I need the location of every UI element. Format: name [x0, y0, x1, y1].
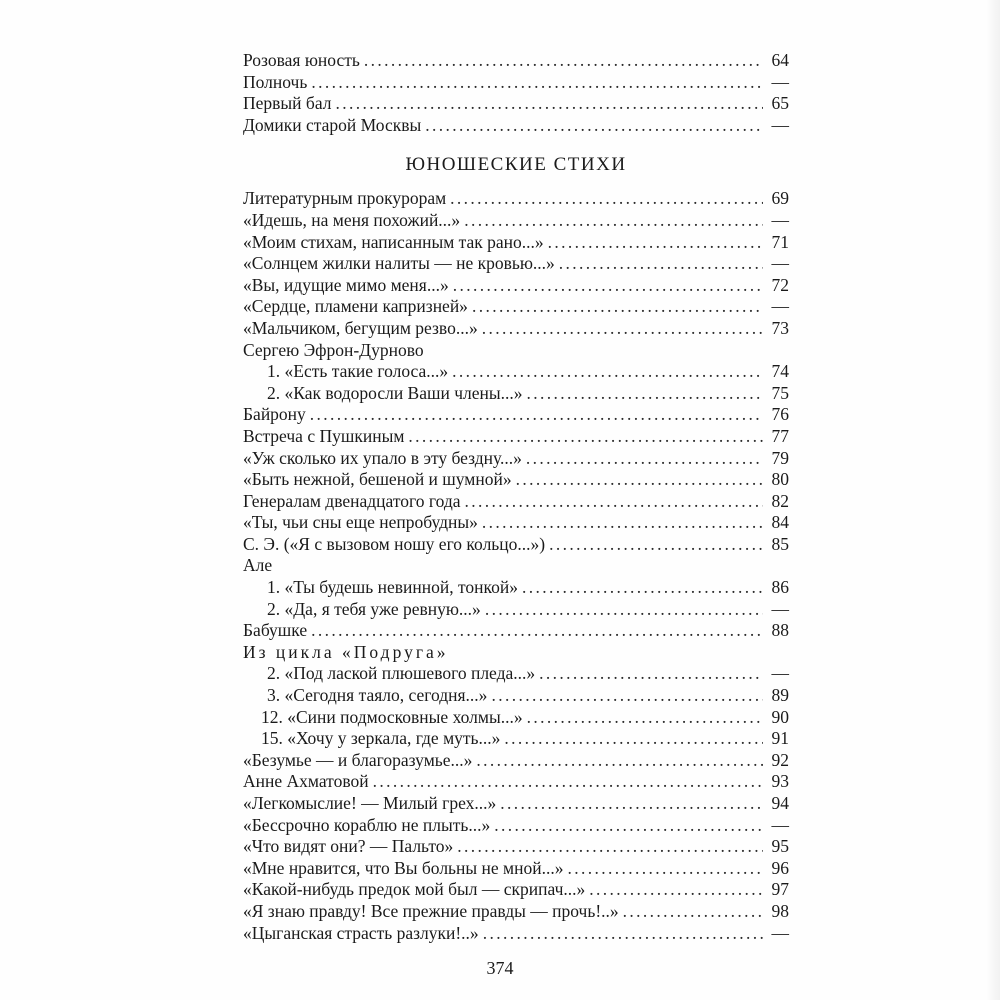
toc-entry-page: 90	[771, 706, 789, 727]
toc-entry-title: 1. «Ты будешь невинной, тонкой»	[267, 577, 518, 598]
toc-entry-page: —	[771, 253, 789, 274]
dot-leader	[482, 512, 763, 534]
toc-entry	[243, 707, 789, 729]
toc-entry	[243, 318, 789, 340]
toc-entry	[243, 469, 789, 491]
dot-leader	[527, 707, 763, 729]
toc-entry	[243, 340, 789, 362]
toc-entry	[243, 115, 789, 137]
dot-leader	[311, 620, 763, 642]
toc-entry	[243, 642, 789, 664]
toc-entry	[243, 512, 789, 534]
toc-entry-page: 64	[771, 50, 789, 70]
dot-leader	[476, 750, 763, 772]
toc-entry	[243, 188, 789, 210]
toc-entry	[243, 448, 789, 470]
dot-leader	[589, 879, 763, 901]
toc-entry-title: «Цыганская страсть разлуки!..»	[243, 922, 479, 943]
toc-entry-title: 3. «Сегодня таяло, сегодня...»	[267, 685, 488, 706]
toc-entry-title: «Легкомыслие! — Милый грех...»	[243, 793, 497, 813]
toc-entry-title: 12. «Сини подмосковные холмы...»	[261, 706, 523, 727]
toc-entry	[243, 404, 789, 426]
page-edge-shadow	[986, 0, 1000, 1000]
toc-entry-page: 76	[771, 404, 789, 425]
toc-entry-page: —	[771, 663, 789, 684]
dot-leader	[482, 318, 763, 340]
toc-entry-page: 74	[771, 361, 789, 382]
toc-entry	[243, 361, 789, 383]
toc-entry-title: 2. «Как водоросли Ваши члены...»	[267, 382, 523, 403]
toc-entry-page: 92	[771, 749, 789, 770]
toc-entry-title: Бабушке	[243, 620, 308, 641]
dot-leader	[485, 599, 763, 621]
toc-entry	[243, 491, 789, 513]
toc-entry-page: 91	[771, 728, 789, 749]
dot-leader	[504, 728, 763, 750]
dot-leader	[450, 188, 763, 210]
toc-entry	[243, 793, 789, 815]
toc-entry-page: —	[771, 209, 789, 230]
toc-entry-title: «Безумье — и благоразумье...»	[243, 749, 473, 770]
dot-leader	[465, 491, 763, 513]
toc-entry-title: Розовая юность	[243, 50, 360, 70]
toc-entry-title: С. Э. («Я с вызовом ношу его кольцо...»)	[243, 533, 546, 554]
dot-leader	[491, 685, 763, 707]
toc-entry-page: 86	[771, 577, 789, 598]
toc-entry-page: —	[771, 114, 789, 135]
toc-entry-title: 1. «Есть такие голоса...»	[267, 361, 449, 382]
toc-entry-page: 93	[771, 771, 789, 792]
toc-entry	[243, 253, 789, 275]
toc-entry-page: 73	[771, 317, 789, 338]
toc-entry	[243, 50, 789, 72]
toc-entry-page: 95	[771, 836, 789, 857]
toc-entry-title: «Какой-нибудь предок мой был — скрипач...»	[243, 879, 586, 900]
toc-entry-title: Домики старой Москвы	[243, 114, 422, 135]
dot-leader	[452, 361, 763, 383]
dot-leader	[548, 232, 763, 254]
toc-entry-page: 85	[771, 533, 789, 554]
toc-entry	[243, 72, 789, 94]
toc-entry-title: 15. «Хочу у зеркала, где муть...»	[261, 728, 501, 749]
toc-entry-page: 97	[771, 879, 789, 900]
dot-leader	[311, 72, 763, 94]
toc-entry	[243, 836, 789, 858]
toc-entry	[243, 879, 789, 901]
dot-leader	[539, 663, 763, 685]
toc-entry	[243, 534, 789, 556]
toc-entry-title: «Моим стихам, написанным так рано...»	[243, 231, 544, 252]
toc-entry-page: 88	[771, 620, 789, 641]
toc-entry	[243, 858, 789, 880]
dot-leader	[408, 426, 763, 448]
toc-entry-page: 89	[771, 685, 789, 706]
toc-entry-page: 69	[771, 188, 789, 209]
dot-leader	[500, 793, 763, 815]
toc-entry-title: Из цикла «Подруга»	[243, 641, 449, 662]
toc-entry-page: —	[771, 922, 789, 943]
toc-entry	[243, 296, 789, 318]
toc-entry-title: «Вы, идущие мимо меня...»	[243, 274, 449, 295]
toc-entry-title: Литературным прокурорам	[243, 188, 447, 209]
toc-entry	[243, 771, 789, 793]
toc-entry-page: —	[771, 296, 789, 317]
toc-entry-page: 71	[771, 231, 789, 252]
page-number: 374	[486, 958, 514, 978]
toc-entry-title: «Что видят они? — Пальто»	[243, 836, 454, 857]
toc-entry-title: «Я знаю правду! Все прежние правды — прочь!..»	[243, 900, 619, 921]
toc-entry-title: «Мне нравится, что Вы больны не мной...»	[243, 857, 564, 878]
toc-entry-title: «Бессрочно кораблю не плыть...»	[243, 814, 491, 835]
toc-entry	[243, 383, 789, 405]
toc-entry-title: «Мальчиком, бегущим резво...»	[243, 317, 478, 338]
toc-entry-page: 65	[771, 93, 789, 114]
toc-entry	[243, 620, 789, 642]
toc-entry-title: Встреча с Пушкиным	[243, 425, 405, 446]
toc-entry	[243, 923, 789, 945]
toc-entry	[243, 728, 789, 750]
toc-entry	[243, 750, 789, 772]
toc-entry	[243, 555, 789, 577]
dot-leader	[453, 275, 763, 297]
toc-entry	[243, 426, 789, 448]
toc-entry-title: «Быть нежной, бешеной и шумной»	[243, 469, 512, 490]
dot-leader	[527, 383, 763, 405]
dot-leader	[364, 50, 763, 72]
toc-entry-page: —	[771, 71, 789, 92]
dot-leader	[483, 923, 763, 945]
table-of-contents	[243, 50, 789, 944]
toc-entry	[243, 685, 789, 707]
toc-entry-page: 98	[771, 900, 789, 921]
dot-leader	[425, 115, 763, 137]
toc-entry-title: Первый бал	[243, 93, 332, 114]
toc-entry-title: «Сердце, пламени капризней»	[243, 296, 468, 317]
toc-entry-page: 72	[771, 274, 789, 295]
toc-entry-page: 80	[771, 469, 789, 490]
dot-leader	[559, 253, 763, 275]
dot-leader	[494, 815, 763, 837]
toc-entry-page: —	[771, 598, 789, 619]
dot-leader	[549, 534, 763, 556]
toc-top-list	[243, 50, 789, 136]
toc-entry-title: «Ты, чьи сны еще непробудны»	[243, 512, 478, 533]
toc-entry-page: —	[771, 814, 789, 835]
toc-entry-page: 79	[771, 447, 789, 468]
toc-entry	[243, 93, 789, 115]
toc-entry-title: «Уж сколько их упало в эту бездну...»	[243, 447, 522, 468]
toc-entry	[243, 901, 789, 923]
dot-leader	[516, 469, 763, 491]
toc-entry-title: Полночь	[243, 71, 308, 92]
dot-leader	[310, 404, 763, 426]
toc-entry-title: «Солнцем жилки налиты — не кровью...»	[243, 253, 555, 274]
toc-entry-page: 94	[771, 793, 789, 813]
section-heading: ЮНОШЕСКИЕ СТИХИ	[405, 154, 627, 176]
dot-leader	[457, 836, 763, 858]
toc-entry-title: «Идешь, на меня похожий...»	[243, 209, 461, 230]
dot-leader	[526, 448, 763, 470]
toc-entry-title: Але	[243, 555, 273, 576]
toc-entry-page: 75	[771, 382, 789, 403]
dot-leader	[335, 93, 763, 115]
toc-entry-title: Байрону	[243, 404, 306, 425]
toc-entry-page: 77	[771, 425, 789, 446]
toc-entry-title: 2. «Под лаской плюшевого пледа...»	[267, 663, 536, 684]
toc-entry	[243, 210, 789, 232]
toc-entry-title: Генералам двенадцатого года	[243, 490, 461, 511]
dot-leader	[472, 296, 763, 318]
toc-section-list	[243, 188, 789, 944]
toc-entry	[243, 815, 789, 837]
dot-leader	[567, 858, 763, 880]
toc-entry	[243, 663, 789, 685]
dot-leader	[522, 577, 763, 599]
toc-entry	[243, 232, 789, 254]
toc-entry	[243, 577, 789, 599]
toc-entry-title: Анне Ахматовой	[243, 771, 369, 792]
toc-entry-title: Сергею Эфрон-Дурново	[243, 339, 424, 360]
toc-entry-page: 82	[771, 490, 789, 511]
toc-entry-title: 2. «Да, я тебя уже ревную...»	[267, 598, 481, 619]
toc-entry	[243, 599, 789, 621]
dot-leader	[623, 901, 763, 923]
toc-entry-page: 96	[771, 857, 789, 878]
dot-leader	[373, 771, 763, 793]
dot-leader	[464, 210, 763, 232]
toc-entry	[243, 275, 789, 297]
toc-entry-page: 84	[771, 512, 789, 533]
